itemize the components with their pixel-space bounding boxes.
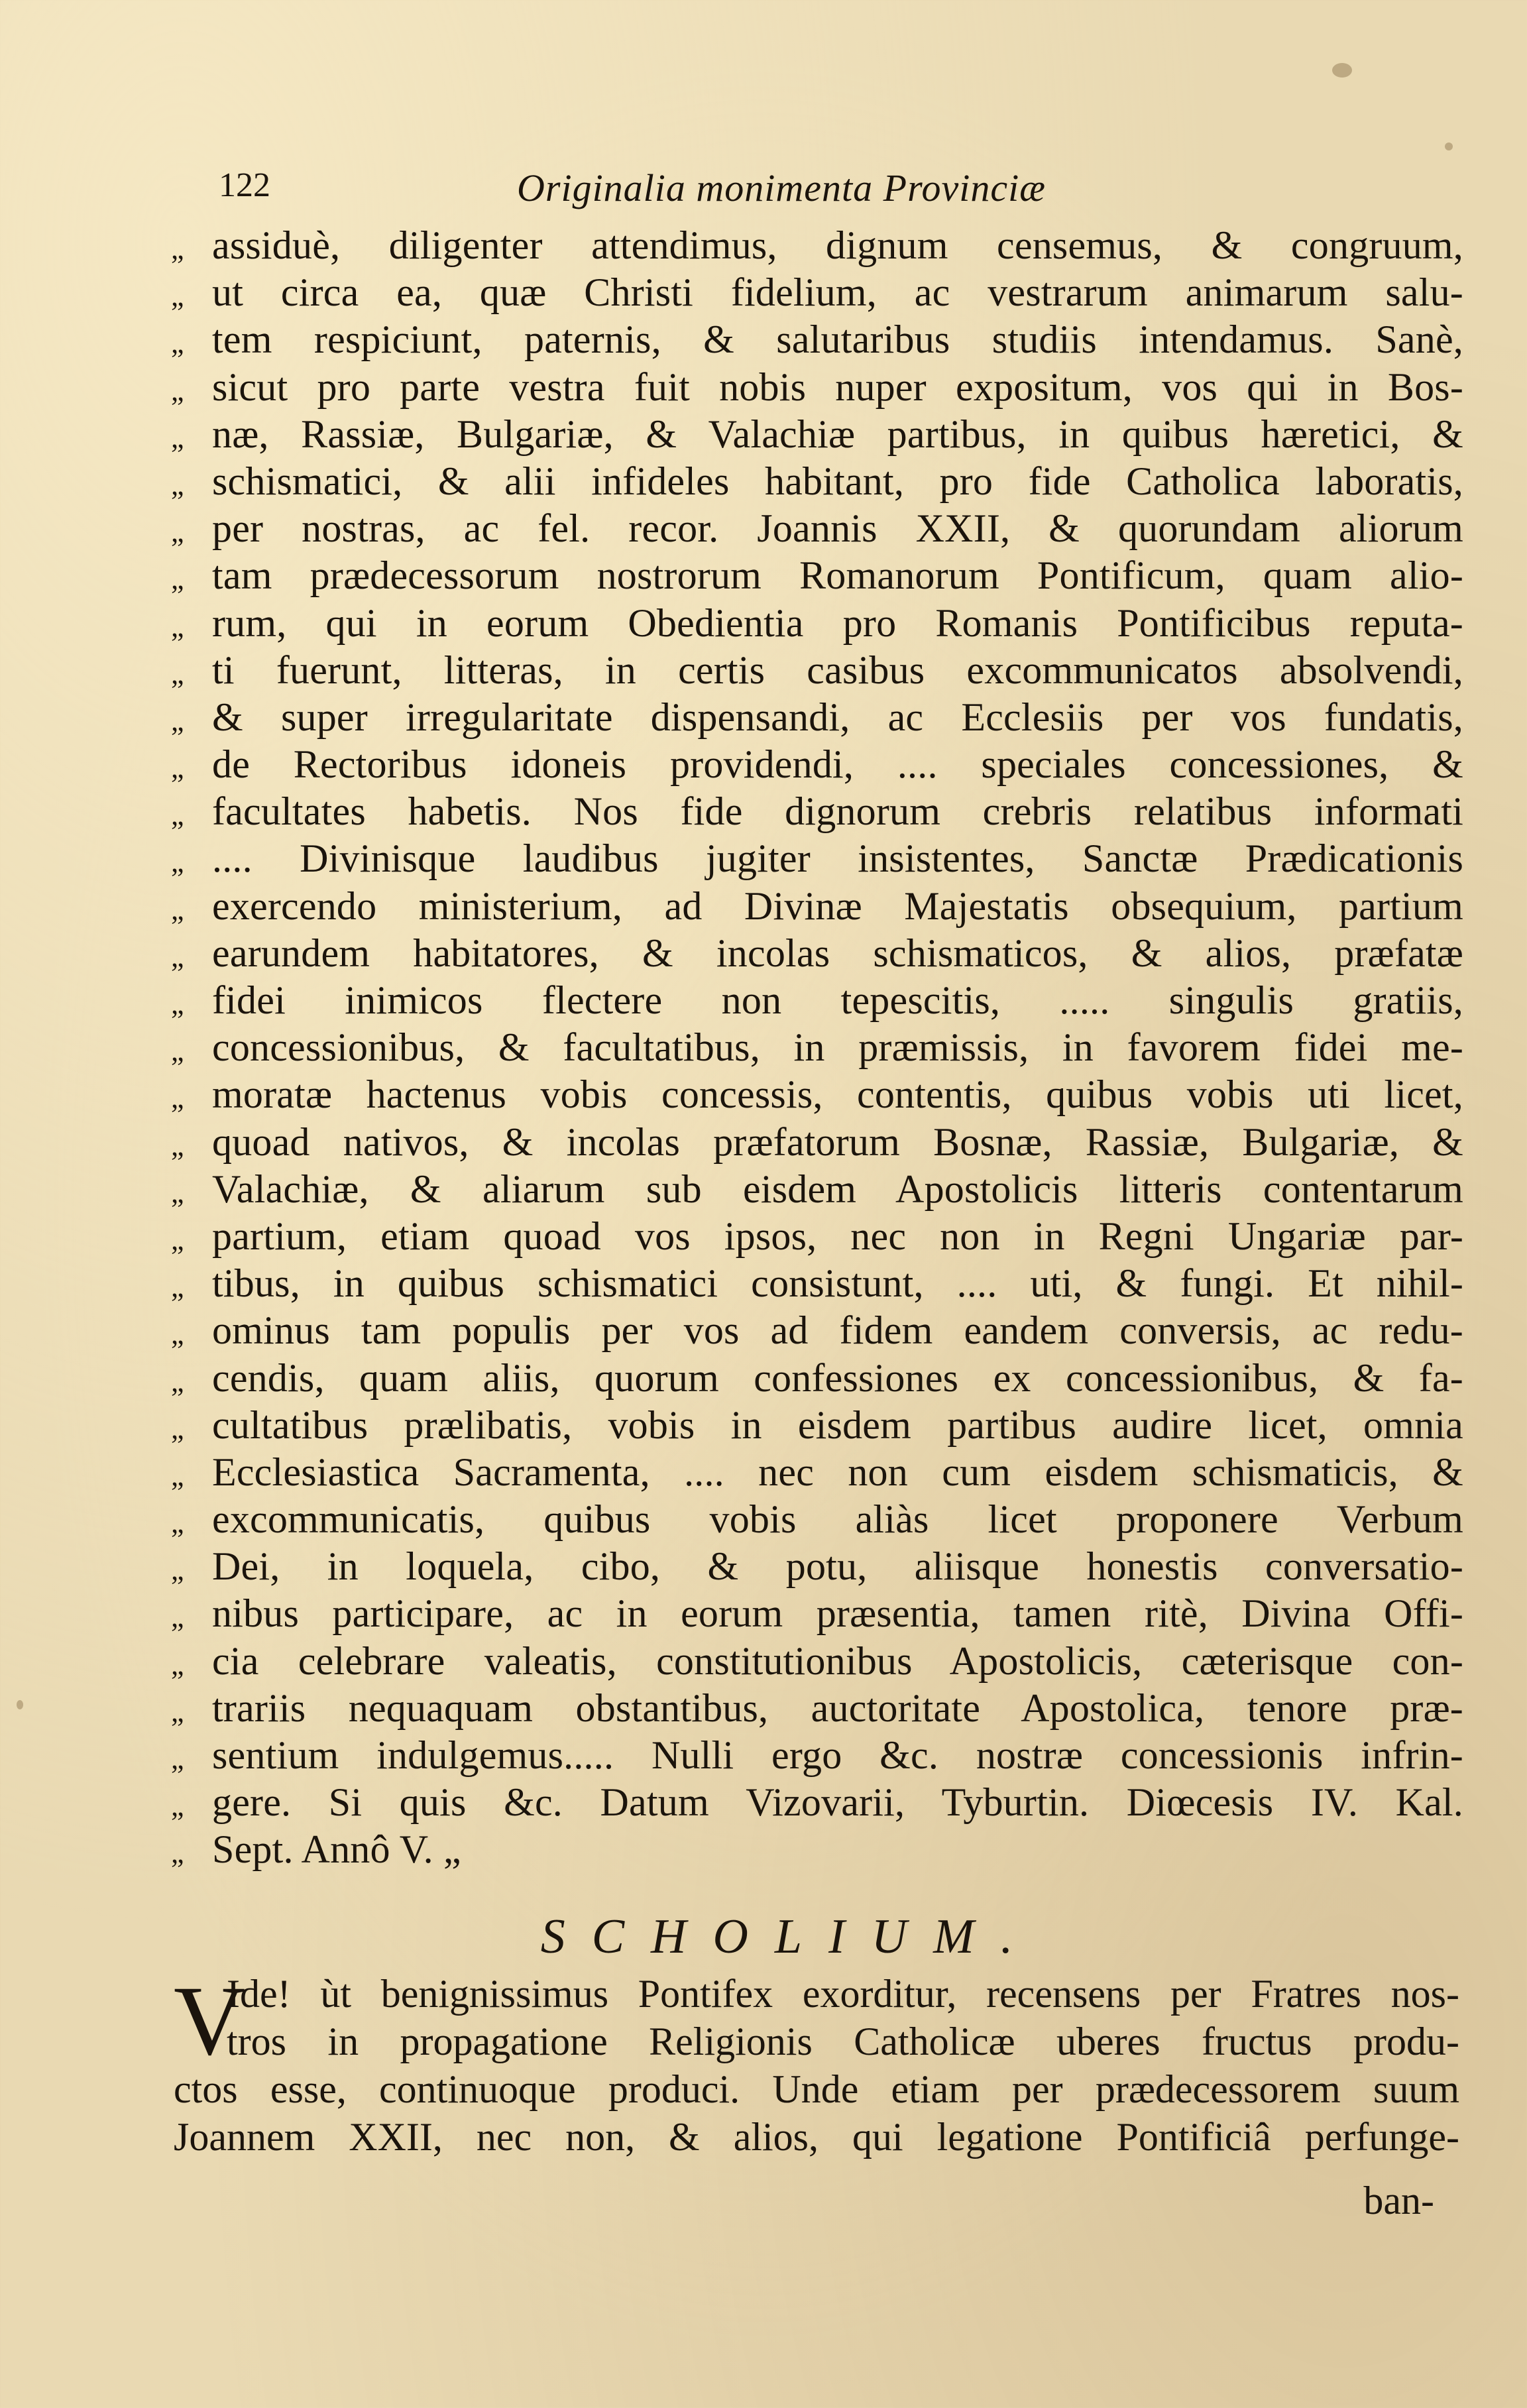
quote-mark: „	[171, 893, 184, 926]
quoted-line-text: schismatici, & alii infideles habitant, pro fide Catholica laboratis,	[212, 459, 1463, 503]
quote-mark: „	[171, 374, 184, 407]
quote-mark: „	[171, 1082, 184, 1115]
quoted-line-text: cultatibus prælibatis, vobis in eisdem partibus audire licet, omnia	[212, 1403, 1463, 1447]
scholium-line: Ide! ùt benignissimus Pontifex exorditur, recensens per Fratres nos-	[227, 1972, 1459, 2016]
quoted-line	[171, 458, 1463, 505]
quoted-line	[171, 835, 1463, 882]
quote-mark: „	[171, 468, 184, 501]
quoted-line-text: moratæ hactenus vobis concessis, contentis, quibus vobis uti licet,	[212, 1072, 1463, 1117]
quote-mark: „	[171, 1365, 184, 1398]
quoted-line	[171, 1119, 1463, 1166]
quote-mark: „	[171, 280, 184, 313]
scholium-line: ctos esse, continuoque produci. Unde etiam per prædecessorem suum	[174, 2067, 1459, 2111]
quote-mark: „	[171, 1129, 184, 1162]
quoted-line-text: rum, qui in eorum Obedientia pro Romanis Pontificibus reputa-	[212, 601, 1463, 645]
quoted-line-text: facultates habetis. Nos fide dignorum crebris relatibus informati	[212, 789, 1463, 834]
quote-mark: „	[171, 988, 184, 1020]
quoted-line-text: trariis nequaquam obstantibus, auctoritate Apostolica, tenore præ-	[212, 1686, 1463, 1730]
catchword: ban-	[1363, 2179, 1434, 2222]
quoted-line-text: ut circa ea, quæ Christi fidelium, ac vestrarum animarum salu-	[212, 270, 1463, 315]
quoted-line-text: Dei, in loquela, cibo, & potu, aliisque honestis conversatio-	[212, 1544, 1463, 1589]
quoted-line	[171, 1590, 1463, 1637]
scholium-title: SCHOLIUM.	[540, 1910, 1040, 1964]
quoted-line	[171, 977, 1463, 1024]
quote-mark: „	[171, 516, 184, 549]
quoted-line	[171, 1685, 1463, 1732]
quoted-line	[171, 1732, 1463, 1779]
quoted-line-text: gere. Si quis &c. Datum Vizovarii, Tyburtin. Diœcesis IV. Kal.	[212, 1780, 1463, 1825]
quoted-line-text: sentium indulgemus..... Nulli ergo &c. nostræ concessionis infrin-	[212, 1733, 1463, 1777]
quoted-line	[171, 1024, 1463, 1071]
quoted-line	[171, 1071, 1463, 1118]
quote-mark: „	[171, 1743, 184, 1775]
quote-mark: „	[171, 1271, 184, 1304]
quoted-line-text: de Rectoribus idoneis providendi, .... speciales concessiones, &	[212, 742, 1463, 787]
running-head: Originalia monimenta Provinciæ	[517, 166, 1046, 209]
quoted-document-block	[171, 222, 1463, 1874]
quoted-line	[171, 788, 1463, 835]
quoted-line-text: .... Divinisque laudibus jugiter insistentes, Sanctæ Prædicationis	[212, 836, 1463, 881]
quote-mark: „	[171, 940, 184, 973]
quoted-line	[171, 1402, 1463, 1449]
quoted-line-text: assiduè, diligenter attendimus, dignum censemus, & congruum,	[212, 223, 1463, 267]
paper-stain	[1445, 143, 1453, 150]
quoted-line	[171, 1779, 1463, 1826]
quoted-line-text: nibus participare, ac in eorum præsentia, tamen ritè, Divina Offi-	[212, 1591, 1463, 1636]
quoted-line	[171, 1638, 1463, 1685]
paper-stain	[1332, 63, 1352, 78]
quote-mark: „	[171, 1601, 184, 1634]
quote-mark: „	[171, 846, 184, 879]
quoted-line-text: & super irregularitate dispensandi, ac Ecclesiis per vos fundatis,	[212, 695, 1463, 739]
quote-mark: „	[171, 233, 184, 265]
quoted-line-text: exercendo ministerium, ad Divinæ Majestatis obsequium, partium	[212, 884, 1463, 928]
quoted-line-text: cendis, quam aliis, quorum confessiones ex concessionibus, & fa-	[212, 1355, 1463, 1400]
quote-mark: „	[171, 1412, 184, 1445]
quoted-line	[171, 600, 1463, 647]
quoted-line-text: sicut pro parte vestra fuit nobis nuper expositum, vos qui in Bos-	[212, 365, 1463, 409]
quoted-line	[171, 269, 1463, 316]
paper-stain	[17, 1700, 23, 1709]
quote-mark: „	[171, 1648, 184, 1681]
drop-cap: V	[174, 1966, 246, 2076]
quoted-line	[171, 1543, 1463, 1590]
quoted-line	[171, 1213, 1463, 1260]
quoted-line-text: Valachiæ, & aliarum sub eisdem Apostolicis litteris contentarum	[212, 1167, 1463, 1211]
quote-mark: „	[171, 327, 184, 360]
quoted-line-text: cia celebrare valeatis, constitutionibus Apostolicis, cæterisque con-	[212, 1638, 1463, 1683]
quote-mark: „	[171, 1554, 184, 1587]
quoted-line-text: tem respiciunt, paternis, & salutaribus studiis intendamus. Sanè,	[212, 317, 1463, 362]
quote-mark: „	[171, 421, 184, 454]
quoted-line	[171, 364, 1463, 411]
quoted-line	[171, 1307, 1463, 1354]
quoted-line	[171, 316, 1463, 363]
quoted-line	[171, 741, 1463, 788]
quoted-line-text: excommunicatis, quibus vobis aliàs licet proponere Verbum	[212, 1497, 1463, 1542]
scholium-line: Joannem XXII, nec non, & alios, qui legatione Pontificiâ perfunge-	[174, 2115, 1459, 2159]
quoted-line-text: ti fuerunt, litteras, in certis casibus excommunicatos absolvendi,	[212, 648, 1463, 692]
quoted-line	[171, 883, 1463, 930]
quote-mark: „	[171, 799, 184, 832]
quoted-line-text: tibus, in quibus schismatici consistunt, .... uti, & fungi. Et nihil-	[212, 1261, 1463, 1306]
quote-mark: „	[171, 1459, 184, 1492]
scholium-body	[174, 1966, 1459, 2161]
quoted-line	[171, 1826, 1463, 1873]
quoted-line-text: fidei inimicos flectere non tepescitis, ..... singulis gratiis,	[212, 978, 1463, 1022]
quoted-line	[171, 1260, 1463, 1307]
quoted-line-text: tam prædecessorum nostrorum Romanorum Pontificum, quam alio-	[212, 553, 1463, 598]
quoted-line	[171, 1496, 1463, 1543]
quoted-line-text: ominus tam populis per vos ad fidem eandem conversis, ac redu-	[212, 1308, 1463, 1353]
quoted-line-text: per nostras, ac fel. recor. Joannis XXII, & quorundam aliorum	[212, 506, 1463, 551]
quoted-line	[171, 411, 1463, 458]
quoted-line	[171, 505, 1463, 552]
quoted-line	[171, 1449, 1463, 1496]
quoted-line-text: earundem habitatores, & incolas schismaticos, & alios, præfatæ	[212, 931, 1463, 975]
quote-mark: „	[171, 563, 184, 596]
page-number: 122	[219, 166, 270, 204]
quote-mark: „	[171, 1223, 184, 1256]
page-header	[219, 166, 1465, 219]
quote-mark: „	[171, 1790, 184, 1823]
quoted-line	[171, 552, 1463, 599]
quoted-line-text: Ecclesiastica Sacramenta, .... nec non cum eisdem schismaticis, &	[212, 1450, 1463, 1494]
scholium-line: tros in propagatione Religionis Catholicæ uberes fructus produ-	[227, 2020, 1459, 2063]
quoted-line-text: quoad nativos, & incolas præfatorum Bosnæ, Rassiæ, Bulgariæ, &	[212, 1119, 1463, 1164]
quoted-line-text: Sept. Annô V. „	[212, 1827, 461, 1872]
quoted-line-text: concessionibus, & facultatibus, in præmissis, in favorem fidei me-	[212, 1025, 1463, 1070]
quote-mark: „	[171, 704, 184, 737]
quote-mark: „	[171, 1695, 184, 1728]
quote-mark: „	[171, 1318, 184, 1351]
quote-mark: „	[171, 1035, 184, 1068]
quoted-line	[171, 694, 1463, 741]
quoted-line	[171, 1355, 1463, 1402]
quote-mark: „	[171, 1507, 184, 1540]
quote-mark: „	[171, 1837, 184, 1870]
quote-mark: „	[171, 610, 184, 643]
quote-mark: „	[171, 752, 184, 785]
quote-mark: „	[171, 657, 184, 690]
quote-mark: „	[171, 1176, 184, 1209]
quoted-line-text: partium, etiam quoad vos ipsos, nec non in Regni Ungariæ par-	[212, 1214, 1463, 1258]
quoted-line	[171, 222, 1463, 269]
quoted-line	[171, 647, 1463, 694]
quoted-line-text: næ, Rassiæ, Bulgariæ, & Valachiæ partibus, in quibus hæretici, &	[212, 412, 1463, 456]
quoted-line	[171, 1166, 1463, 1213]
quoted-line	[171, 930, 1463, 977]
